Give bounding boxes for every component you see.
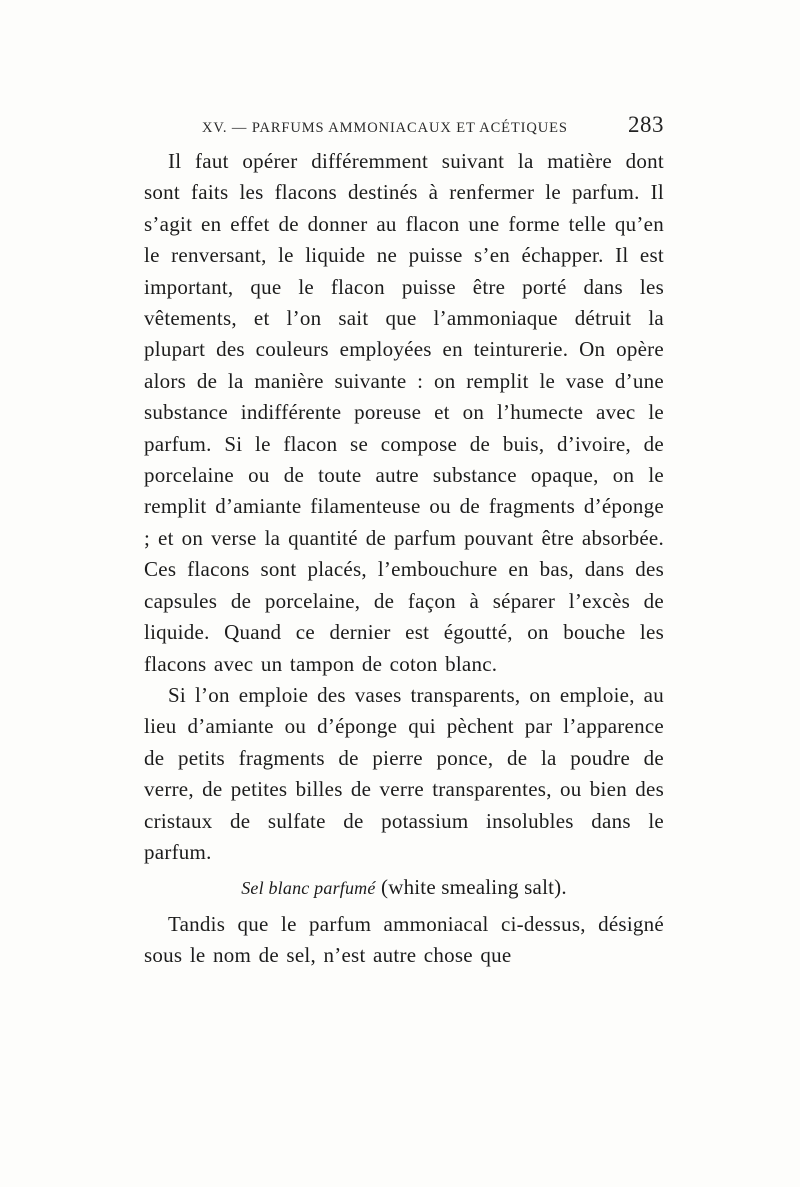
running-head [144, 112, 664, 146]
chapter-title: XV. — PARFUMS AMMONIACAUX ET ACÉTIQUES [202, 120, 568, 136]
paragraph-3: Tandis que le parfum ammoniacal ci-dessus, désigné sous le nom de sel, n’est autre chose que [144, 911, 664, 968]
subtitle-plain: (white smealing salt). [375, 875, 567, 900]
subtitle-italic: Sel blanc parfumé [241, 878, 376, 899]
paragraph-1: Il faut opérer différemment suivant la matière dont sont faits les flacons destinés à renfermer le parfum. Il s’agit en effet de donner au flacon une forme telle qu’en le renversant, le liquide ne puisse s’en échapper. Il est important, que le flacon puisse être porté dans les vêtements, et l’on sait que l’ammoniaque détruit la plupart des couleurs employées en teinturerie. On opère alors de la manière suivante : on remplit le vase d’une substance indifférente poreuse et on l’humecte avec le parfum. Si le flacon se compose de buis, d’ivoire, de porcelaine ou de toute autre substance opaque, on le remplit d’amiante filamenteuse ou de fragments d’éponge ; et on verse la quantité de parfum pouvant être absorbée. Ces flacons sont placés, l’embouchure en bas, dans des capsules de porcelaine, de façon à séparer l’excès de liquide. Quand ce dernier est égoutté, on bouche les flacons avec un tampon de coton blanc. [144, 149, 664, 676]
book-page [144, 112, 664, 972]
page-number: 283 [628, 112, 664, 137]
section-subtitle [144, 872, 664, 904]
paragraph-2: Si l’on emploie des vases transparents, on emploie, au lieu d’amiante ou d’éponge qui pèchent par l’apparence de petits fragments de pierre ponce, de la poudre de verre, de petites billes de verre transparentes, ou bien des cristaux de sulfate de potassium insolubles dans le parfum. [144, 682, 664, 864]
